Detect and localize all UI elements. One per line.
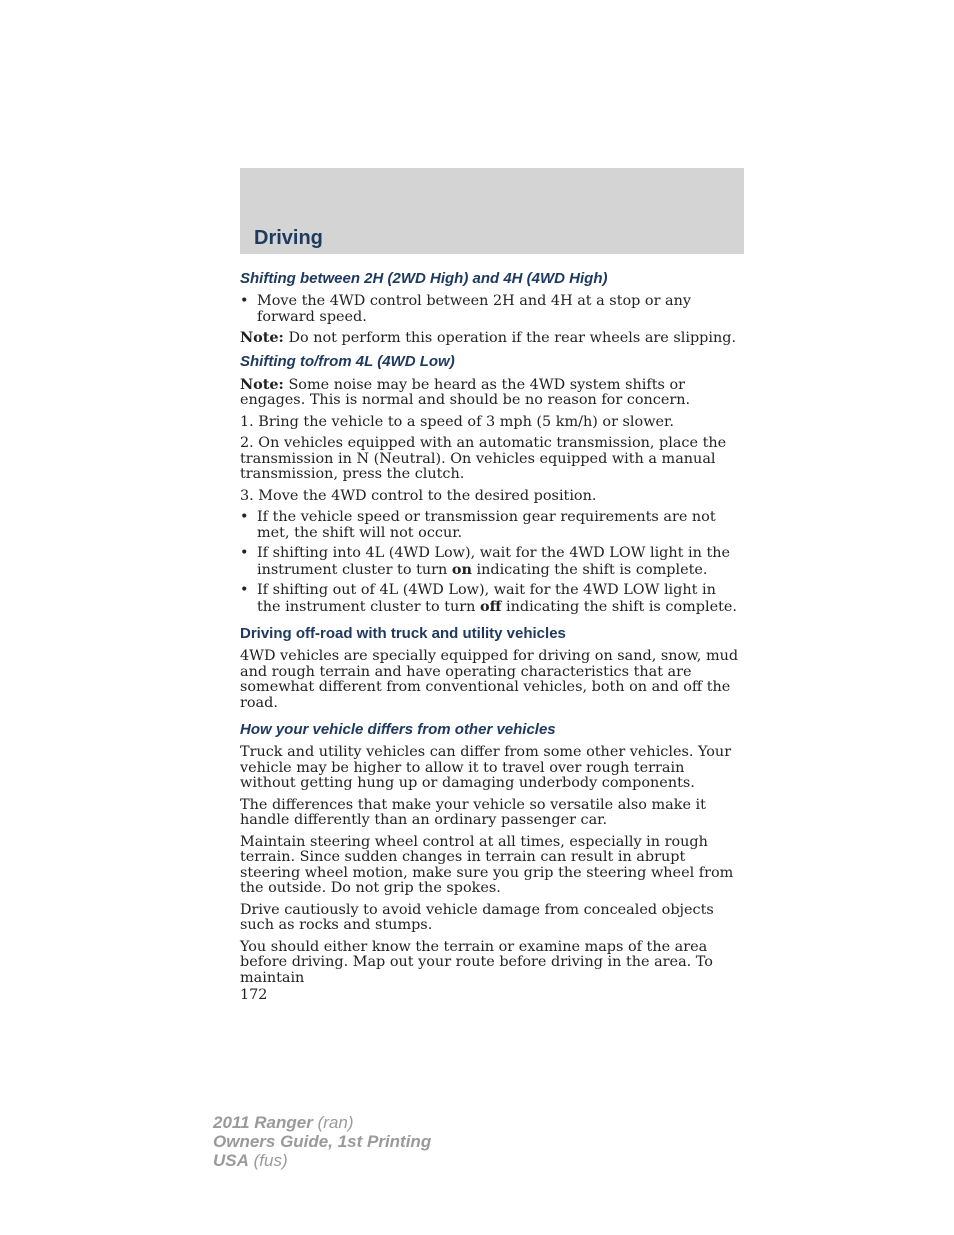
step-1: 1. Bring the vehicle to a speed of 3 mph (5 km/h) or slower. (240, 413, 674, 430)
bullet-glyph: • (240, 509, 249, 525)
footer-model-code: (ran) (312, 1113, 354, 1132)
footer-line-2 (213, 1132, 431, 1151)
section-header-band (240, 168, 744, 254)
bullet-text (257, 583, 740, 615)
bullet-text-bold: off (479, 597, 502, 615)
note-label: Note: (240, 329, 284, 346)
note-text: Do not perform this operation if the rear wheels are slipping. (283, 330, 737, 346)
footer-model: 2011 Ranger (213, 1113, 313, 1132)
section-title: Driving (254, 227, 323, 249)
bullet-text-bold: on (451, 560, 472, 578)
bullet-glyph: • (240, 582, 249, 598)
footer-market-code: (fus) (248, 1151, 288, 1170)
bullet-text-pre: If shifting out of 4L (4WD Low), wait for the 4WD LOW light in the instrument cluster to turn (257, 582, 716, 615)
list-item (240, 583, 740, 615)
bullet-glyph: • (240, 293, 249, 309)
footer-line-3 (213, 1151, 431, 1170)
bullet-text-post: indicating the shift is complete. (501, 598, 737, 615)
body-paragraph: 4WD vehicles are specially equipped for driving on sand, snow, mud and rough terrain and have operating characteristics that are somewhat different from conventional vehicles, both on and off the road. (240, 648, 739, 711)
bullet-text (257, 546, 740, 578)
heading-vehicle-differs: How your vehicle differs from other vehicles (240, 721, 556, 738)
page-number: 172 (240, 987, 268, 1003)
note-paragraph (240, 377, 740, 409)
step-3: 3. Move the 4WD control to the desired position. (240, 487, 597, 504)
body-paragraph: The differences that make your vehicle so versatile also make it handle differently than an ordinary passenger car. (240, 796, 706, 828)
body-paragraph: You should either know the terrain or examine maps of the area before driving. Map out your route before driving in the area. To maintain (240, 938, 713, 986)
step-2: 2. On vehicles equipped with an automatic transmission, place the transmission in N (Neutral). On vehicles equipped with a manual transmission, press the clutch. (240, 435, 727, 482)
bullet-glyph: • (240, 545, 249, 561)
heading-shifting-2h-4h: Shifting between 2H (2WD High) and 4H (4WD High) (240, 270, 608, 287)
document-footer (213, 1113, 431, 1170)
footer-guide: Owners Guide, 1st Printing (213, 1132, 432, 1151)
body-paragraph: Drive cautiously to avoid vehicle damage from concealed objects such as rocks and stumps. (240, 901, 714, 933)
bullet-text: If the vehicle speed or transmission gear requirements are not met, the shift will not occur. (257, 509, 716, 541)
body-paragraph: Maintain steering wheel control at all times, especially in rough terrain. Since sudden changes in terrain can result in abrupt steering wheel motion, make sure you grip the steering wheel from the outside. Do not grip the spokes. (240, 833, 734, 896)
note-label: Note: (240, 375, 284, 393)
bullet-text-post: indicating the shift is complete. (471, 561, 708, 578)
list-item (240, 510, 740, 541)
heading-off-road: Driving off-road with truck and utility vehicles (240, 625, 566, 642)
heading-shifting-4l: Shifting to/from 4L (4WD Low) (240, 352, 455, 370)
footer-market: USA (213, 1151, 249, 1170)
body-paragraph: Truck and utility vehicles can differ from some other vehicles. Your vehicle may be higher to allow it to travel over rough terrain without getting hung up or damaging underbody components. (240, 744, 732, 791)
note-paragraph (240, 330, 740, 347)
page-content (240, 266, 740, 1004)
footer-line-1 (213, 1113, 431, 1132)
list-item (240, 294, 740, 325)
bullet-text: Move the 4WD control between 2H and 4H at a stop or any forward speed. (257, 293, 692, 325)
note-text: Some noise may be heard as the 4WD system shifts or engages. This is normal and should be no reason for concern. (240, 376, 691, 408)
bullet-text-pre: If shifting into 4L (4WD Low), wait for the 4WD LOW light in the instrument cluster to turn (257, 545, 731, 578)
list-item (240, 546, 740, 578)
